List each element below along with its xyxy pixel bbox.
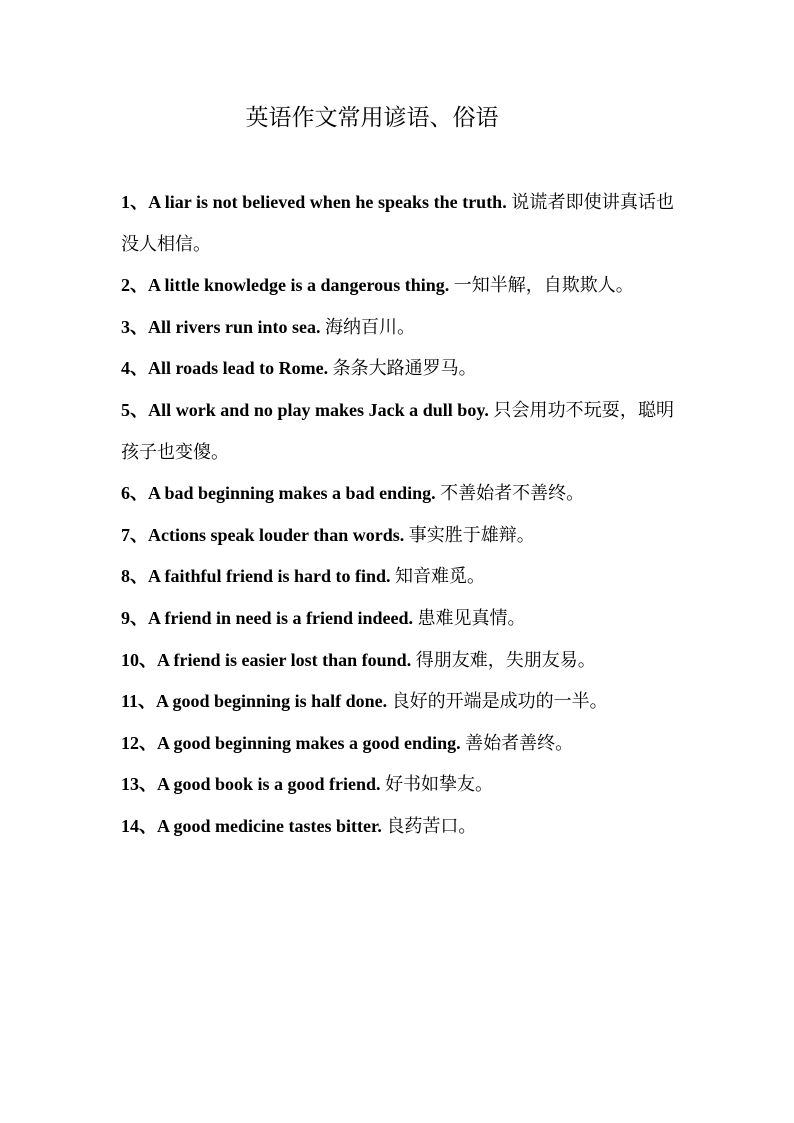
proverb-english: A good medicine tastes bitter. xyxy=(157,815,387,836)
proverb-item xyxy=(121,473,674,515)
proverb-english: All rivers run into sea. xyxy=(148,316,325,337)
proverb-english: A good beginning makes a good ending. xyxy=(157,732,466,753)
proverb-english: Actions speak louder than words. xyxy=(148,524,409,545)
proverb-item xyxy=(121,723,674,765)
proverb-item xyxy=(121,348,674,390)
proverb-chinese: 说谎者即使讲真话也没人相信。 xyxy=(121,192,675,255)
proverb-number: 14、 xyxy=(121,815,157,836)
proverb-number: 12、 xyxy=(121,732,157,753)
proverb-number: 13、 xyxy=(121,774,157,795)
proverb-chinese: 良好的开端是成功的一半。 xyxy=(391,691,608,713)
proverb-item xyxy=(121,182,674,265)
proverb-english: A liar is not believed when he speaks the truth. xyxy=(148,192,512,212)
proverb-english: All roads lead to Rome. xyxy=(148,358,333,379)
proverb-english: A bad beginning makes a bad ending. xyxy=(148,483,441,504)
proverb-english: A good book is a good friend. xyxy=(157,774,386,795)
proverb-item xyxy=(121,515,674,557)
proverb-number: 5、 xyxy=(121,399,149,420)
proverb-chinese: 知音难觅。 xyxy=(395,566,486,588)
proverb-number: 7、 xyxy=(121,524,148,545)
proverb-chinese: 良药苦口。 xyxy=(386,815,477,837)
proverb-item xyxy=(121,598,674,640)
proverb-number: 2、 xyxy=(121,275,148,296)
proverb-english: A little knowledge is a dangerous thing. xyxy=(148,275,454,296)
proverb-number: 11、 xyxy=(121,691,157,712)
proverb-chinese: 一知半解，自欺欺人。 xyxy=(453,275,634,297)
proverb-number: 10、 xyxy=(121,649,157,670)
proverb-english: A friend in need is a friend indeed. xyxy=(148,607,418,628)
page-title: 英语作文常用谚语、俗语 xyxy=(245,105,499,131)
proverb-english: A friend is easier lost than found. xyxy=(157,649,416,670)
proverb-number: 3、 xyxy=(121,316,148,337)
proverb-item xyxy=(121,764,674,806)
proverb-item xyxy=(121,681,674,723)
proverb-chinese: 善始者善终。 xyxy=(465,732,574,754)
proverb-number: 9、 xyxy=(121,607,148,628)
proverb-english: A good beginning is half done. xyxy=(156,691,392,712)
proverb-chinese: 患难见真情。 xyxy=(417,607,526,629)
proverb-chinese: 海纳百川。 xyxy=(325,316,415,338)
proverb-chinese: 事实胜于雄辩。 xyxy=(408,524,535,546)
proverb-english: A faithful friend is hard to find. xyxy=(148,566,396,587)
proverb-number: 4、 xyxy=(121,358,148,379)
proverb-chinese: 得朋友难，失朋友易。 xyxy=(415,649,596,671)
proverb-number: 8、 xyxy=(121,566,148,587)
proverb-chinese: 不善始者不善终。 xyxy=(440,483,585,505)
proverb-chinese: 只会用功不玩耍，聪明孩子也变傻。 xyxy=(121,399,675,463)
proverb-item xyxy=(121,806,674,848)
proverb-item xyxy=(121,307,674,349)
proverb-chinese: 好书如挚友。 xyxy=(385,774,494,796)
proverb-item xyxy=(121,265,674,307)
proverb-number: 1、 xyxy=(121,192,149,212)
proverb-item xyxy=(121,556,674,598)
proverb-item xyxy=(121,640,674,682)
proverb-list xyxy=(121,182,674,848)
proverb-chinese: 条条大路通罗马。 xyxy=(332,358,477,380)
proverb-english: All work and no play makes Jack a dull boy. xyxy=(148,399,494,420)
proverb-number: 6、 xyxy=(121,483,148,504)
proverb-item xyxy=(121,390,674,473)
